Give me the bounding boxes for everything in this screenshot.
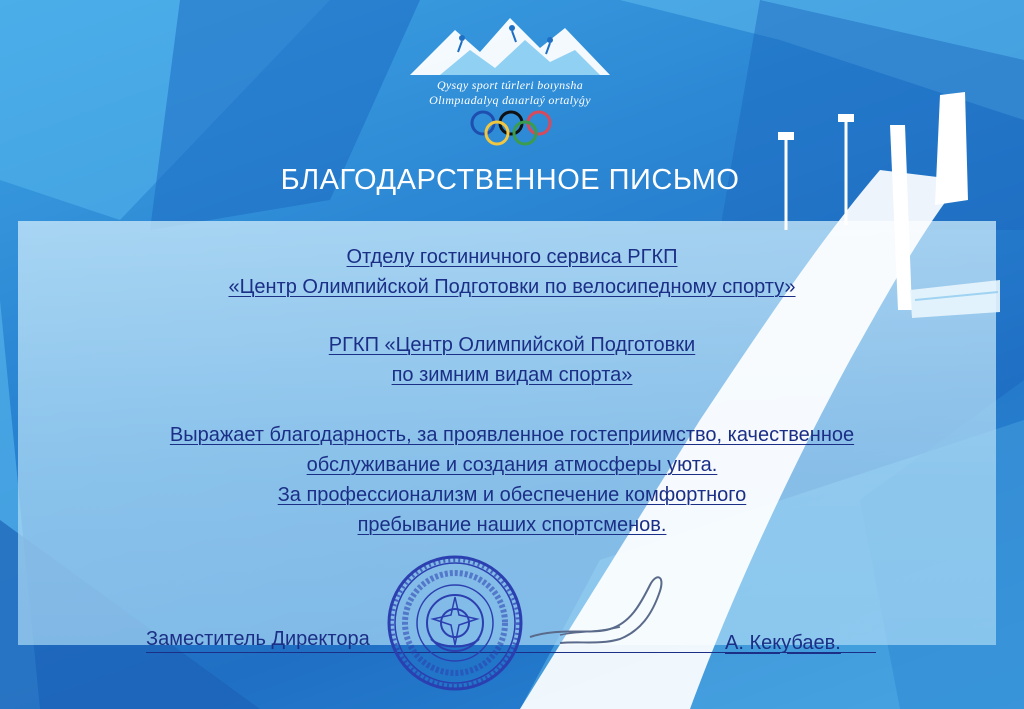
body-line-1: Выражает благодарность, за проявленное гостеприимство, качественное	[169, 424, 855, 446]
org-name-line-1: Qysqy sport túrleri boıynsha	[436, 78, 584, 92]
recipient-line-1: Отделу гостиничного сервиса РГКП	[346, 246, 678, 268]
sender-line-1: РГКП «Центр Олимпийской Подготовки	[328, 334, 696, 356]
organization-logo	[400, 10, 620, 150]
signatory-name: А. Кекубаев.	[725, 632, 841, 654]
body-line-3: За профессионализм и обеспечение комфортного	[277, 484, 747, 506]
recipient-line-2: «Центр Олимпийской Подготовки по велосипедному спорту»	[228, 276, 796, 298]
sender-line-2: по зимним видам спорта»	[391, 364, 633, 386]
handwritten-signature	[500, 565, 680, 655]
letter-title: БЛАГОДАРСТВЕННОЕ ПИСЬМО	[280, 164, 740, 196]
body-line-2: обслуживание и создания атмосферы уюта.	[306, 454, 718, 476]
body-line-4: пребывание наших спортсменов.	[357, 514, 667, 536]
signatory-position: Заместитель Директора	[146, 628, 370, 650]
olympic-rings-icon	[468, 110, 554, 146]
official-round-stamp	[385, 553, 525, 693]
org-name-line-2: Olımpıadalyq daıarlaý ortalyǵy	[429, 93, 591, 107]
